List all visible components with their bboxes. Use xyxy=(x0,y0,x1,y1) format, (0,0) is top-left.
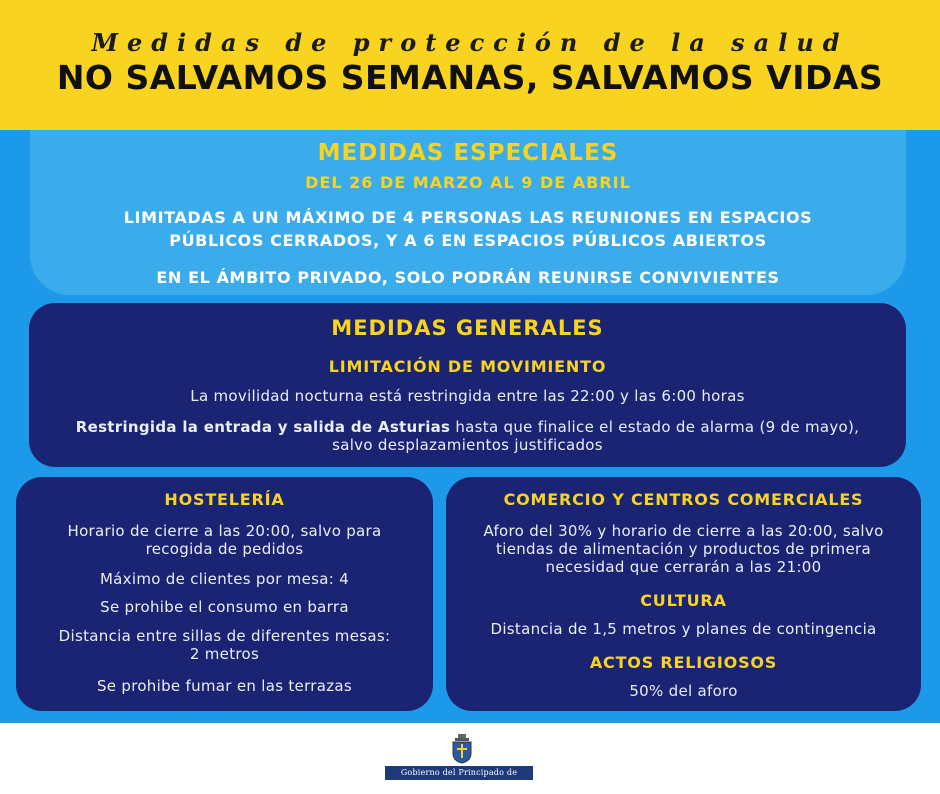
hosteleria-item-2: Máximo de clientes por mesa: 4 xyxy=(99,570,350,588)
header-banner xyxy=(0,0,940,130)
blue-panel xyxy=(0,130,940,723)
header-subtitle: Medidas de protección de la salud xyxy=(91,28,849,57)
general-measures-card xyxy=(29,303,906,467)
comercio-line-3: necesidad que cerrarán a las 21:00 xyxy=(545,558,822,576)
hosteleria-heading: HOSTELERÍA xyxy=(164,490,285,509)
government-label: Gobierno del Principado de Asturias xyxy=(385,766,533,780)
hosteleria-item-1-line-2: recogida de pedidos xyxy=(145,540,304,558)
cultura-heading: CULTURA xyxy=(640,591,727,610)
special-line-3: EN EL ÁMBITO PRIVADO, SOLO PODRÁN REUNIRSE CONVIVIENTES xyxy=(156,268,780,287)
hosteleria-item-4-line-2: 2 metros xyxy=(189,645,260,663)
hosteleria-item-5: Se prohibe fumar en las terrazas xyxy=(96,677,353,695)
special-line-2: PÚBLICOS CERRADOS, Y A 6 EN ESPACIOS PÚBLICOS ABIERTOS xyxy=(169,231,767,250)
hosteleria-item-3: Se prohibe el consumo en barra xyxy=(100,598,349,616)
hosteleria-item-4: Distancia entre sillas de diferentes mesas: xyxy=(58,627,391,645)
hosteleria-card xyxy=(16,477,433,711)
header-title: NO SALVAMOS SEMANAS, SALVAMOS VIDAS xyxy=(56,58,884,97)
movement-heading: LIMITACIÓN DE MOVIMIENTO xyxy=(328,357,607,376)
comercio-line-1: Aforo del 30% y horario de cierre a las 20:00, salvo xyxy=(483,522,884,540)
hosteleria-item-1: Horario de cierre a las 20:00, salvo para xyxy=(67,522,382,540)
coat-of-arms-icon xyxy=(449,734,475,764)
actos-heading: ACTOS RELIGIOSOS xyxy=(589,653,778,672)
special-line-1: LIMITADAS A UN MÁXIMO DE 4 PERSONAS LAS REUNIONES EN ESPACIOS xyxy=(123,208,813,227)
restriction-text xyxy=(29,418,906,436)
curfew-text: La movilidad nocturna está restringida entre las 22:00 y las 6:00 horas xyxy=(190,387,745,405)
special-dates: DEL 26 DE MARZO AL 9 DE ABRIL xyxy=(305,173,631,192)
restriction-line-2: salvo desplazamientos justificados xyxy=(332,436,603,454)
general-heading: MEDIDAS GENERALES xyxy=(331,316,604,340)
special-heading: MEDIDAS ESPECIALES xyxy=(317,140,619,166)
restriction-bold: Restringida la entrada y salida de Asturias xyxy=(75,418,451,436)
cultura-text: Distancia de 1,5 metros y planes de contingencia xyxy=(490,620,877,638)
comercio-card xyxy=(446,477,921,711)
special-measures-box xyxy=(30,130,906,295)
actos-text: 50% del aforo xyxy=(629,682,738,700)
restriction-rest: hasta que finalice el estado de alarma (9 de mayo), xyxy=(450,418,860,436)
comercio-line-2: tiendas de alimentación y productos de primera xyxy=(496,540,871,558)
comercio-heading: COMERCIO Y CENTROS COMERCIALES xyxy=(503,490,864,509)
